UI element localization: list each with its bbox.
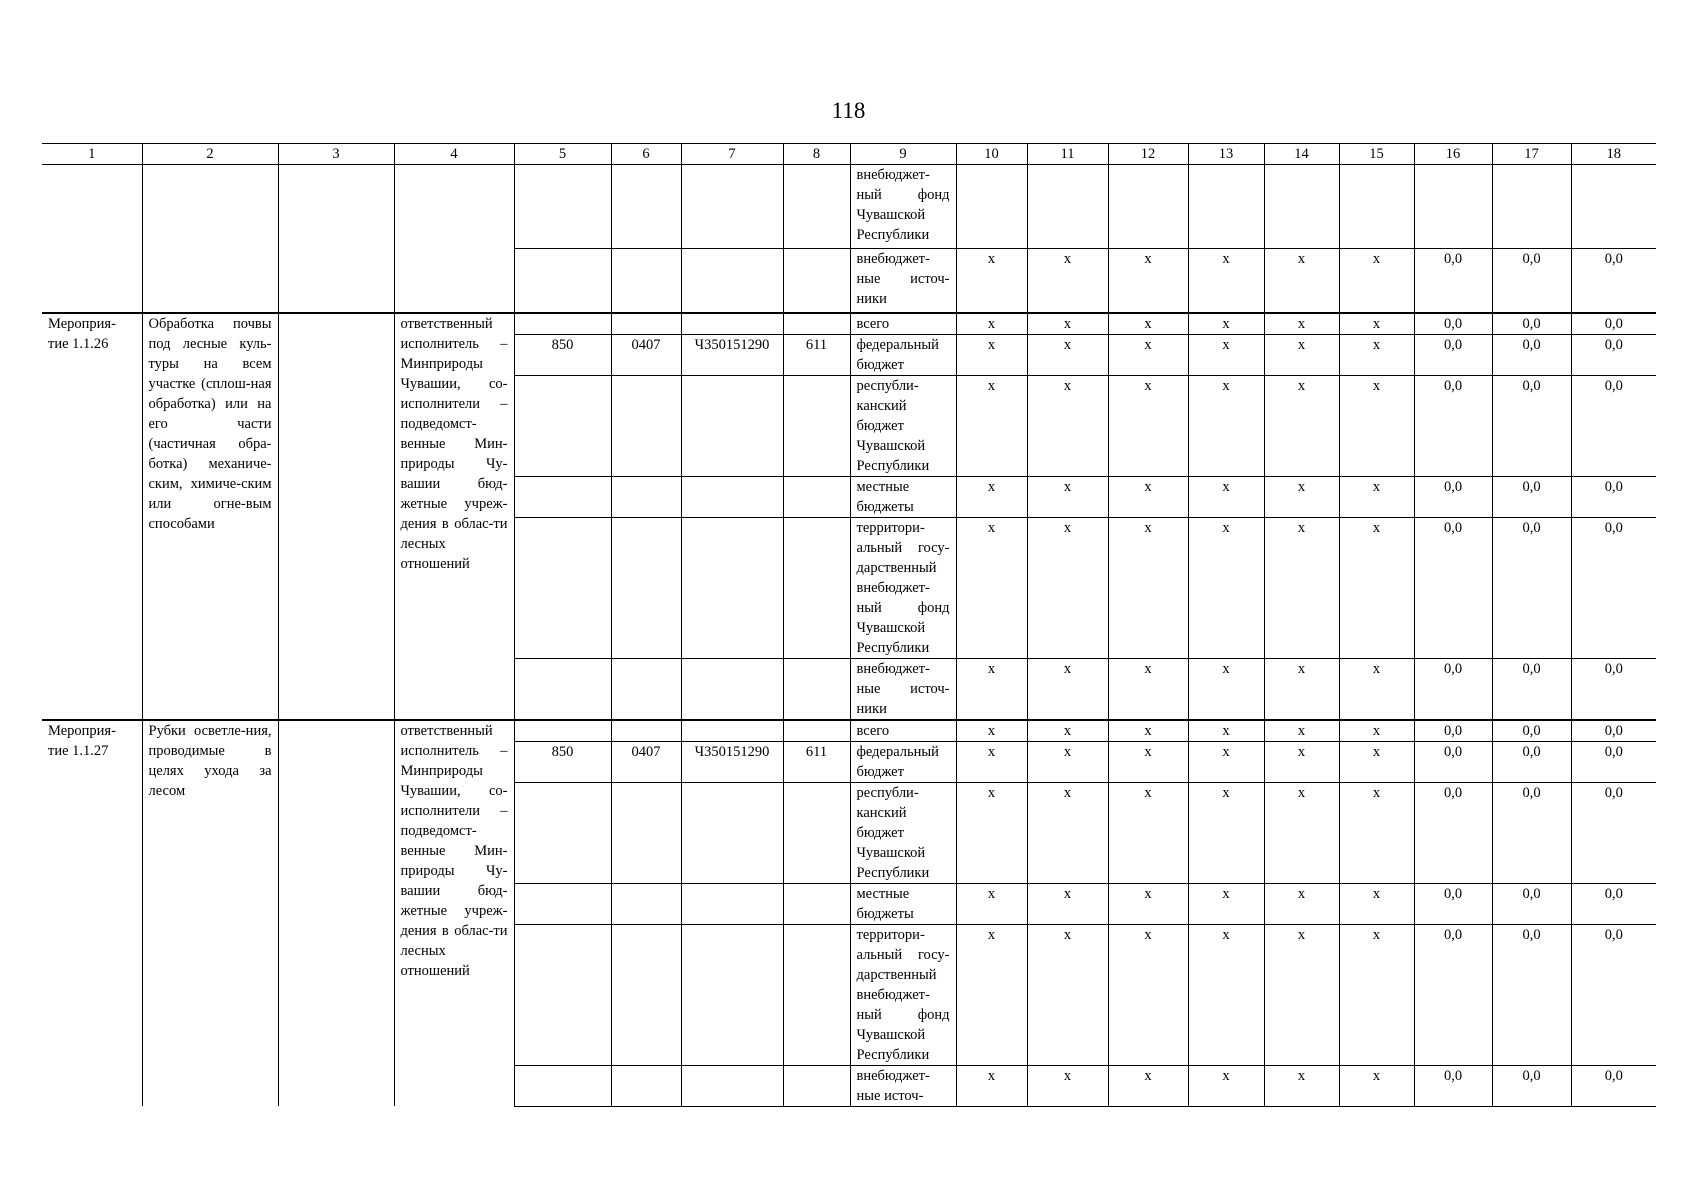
value-cell: x [1188, 720, 1264, 742]
grbs-cell: 850 [514, 741, 611, 782]
funding-source-cell: всего [850, 720, 956, 742]
value-cell: 0,0 [1414, 741, 1492, 782]
vr-cell [783, 658, 850, 720]
funding-source-cell: федеральный бюджет [850, 334, 956, 375]
value-cell: 0,0 [1414, 313, 1492, 335]
measure-id-cell: Мероприя-тие 1.1.27 [42, 720, 142, 1107]
value-cell: x [1188, 782, 1264, 883]
csr-cell: Ч350151290 [681, 334, 783, 375]
value-cell [1414, 165, 1492, 249]
measure-id-cell [42, 165, 142, 313]
grbs-cell [514, 165, 611, 249]
budget-table [42, 143, 1656, 1107]
value-cell: x [1264, 1065, 1339, 1106]
value-cell: x [1188, 658, 1264, 720]
value-cell: x [1339, 334, 1414, 375]
value-cell: 0,0 [1414, 517, 1492, 658]
funding-source-cell: территори-альный госу-дарственный внебюджет-ный фонд Чувашской Республики [850, 924, 956, 1065]
value-cell: x [1264, 476, 1339, 517]
value-cell: 0,0 [1571, 924, 1656, 1065]
value-cell: 0,0 [1492, 720, 1571, 742]
value-cell: x [956, 1065, 1027, 1106]
value-cell: x [1339, 476, 1414, 517]
column-header: 14 [1264, 144, 1339, 165]
value-cell: 0,0 [1492, 1065, 1571, 1106]
vr-cell [783, 249, 850, 313]
grbs-cell [514, 476, 611, 517]
value-cell: x [1108, 658, 1188, 720]
value-cell: 0,0 [1414, 1065, 1492, 1106]
grbs-cell [514, 313, 611, 335]
value-cell: x [1027, 1065, 1108, 1106]
value-cell: x [1264, 782, 1339, 883]
column-header: 16 [1414, 144, 1492, 165]
value-cell: x [956, 883, 1027, 924]
value-cell: x [1339, 313, 1414, 335]
value-cell [956, 165, 1027, 249]
value-cell [1492, 165, 1571, 249]
column-header: 2 [142, 144, 278, 165]
vr-cell: 611 [783, 334, 850, 375]
funding-source-cell: территори-альный госу-дарственный внебюджет-ный фонд Чувашской Республики [850, 517, 956, 658]
csr-cell [681, 313, 783, 335]
column-header: 10 [956, 144, 1027, 165]
value-cell: 0,0 [1571, 375, 1656, 476]
value-cell: x [1027, 782, 1108, 883]
value-cell: x [1339, 517, 1414, 658]
value-cell: 0,0 [1571, 517, 1656, 658]
csr-cell [681, 165, 783, 249]
value-cell: 0,0 [1414, 249, 1492, 313]
value-cell: x [1339, 658, 1414, 720]
value-cell: x [1264, 883, 1339, 924]
column-header: 1 [42, 144, 142, 165]
table-body [42, 165, 1656, 1107]
value-cell: x [1027, 883, 1108, 924]
measure-name-cell: Рубки осветле-ния, проводимые в целях ухода за лесом [142, 720, 278, 1107]
value-cell: x [1027, 476, 1108, 517]
value-cell: x [1264, 658, 1339, 720]
rzpr-cell [611, 476, 681, 517]
rzpr-cell [611, 313, 681, 335]
value-cell: x [1027, 658, 1108, 720]
value-cell: x [1027, 249, 1108, 313]
funding-source-cell: республи-канский бюджет Чувашской Республики [850, 782, 956, 883]
value-cell: 0,0 [1414, 924, 1492, 1065]
value-cell: 0,0 [1414, 883, 1492, 924]
executor-cell [394, 165, 514, 313]
value-cell: x [956, 924, 1027, 1065]
grbs-cell [514, 924, 611, 1065]
value-cell: 0,0 [1571, 720, 1656, 742]
value-cell: x [1188, 375, 1264, 476]
value-cell: x [1264, 741, 1339, 782]
grbs-cell [514, 517, 611, 658]
value-cell: x [1188, 334, 1264, 375]
value-cell: x [1027, 720, 1108, 742]
value-cell: x [1027, 517, 1108, 658]
value-cell: x [956, 375, 1027, 476]
value-cell: x [1264, 249, 1339, 313]
grbs-cell [514, 720, 611, 742]
rzpr-cell [611, 720, 681, 742]
value-cell: 0,0 [1414, 782, 1492, 883]
executor-cell: ответственный исполнитель – Минприроды Чувашии, со-исполнители – подведомст-венные Мин-природы Чу-вашии бюд-жетные учреж-дения в облас-ти лесных отношений [394, 720, 514, 1107]
table-row [42, 165, 1656, 249]
vr-cell [783, 165, 850, 249]
funding-source-cell: внебюджет-ные источ-ники [850, 658, 956, 720]
page-number: 118 [831, 98, 866, 123]
value-cell: x [1339, 720, 1414, 742]
value-cell: x [1108, 334, 1188, 375]
value-cell: x [1108, 517, 1188, 658]
value-cell: x [956, 720, 1027, 742]
value-cell [1264, 165, 1339, 249]
csr-cell [681, 883, 783, 924]
column-header: 7 [681, 144, 783, 165]
value-cell: x [956, 313, 1027, 335]
value-cell: x [956, 334, 1027, 375]
value-cell: x [1188, 741, 1264, 782]
value-cell: 0,0 [1571, 782, 1656, 883]
value-cell: 0,0 [1571, 476, 1656, 517]
value-cell: x [1264, 924, 1339, 1065]
value-cell [1339, 165, 1414, 249]
value-cell: x [1188, 517, 1264, 658]
value-cell: 0,0 [1414, 334, 1492, 375]
measure-name-cell: Обработка почвы под лесные куль-туры на всем участке (сплош-ная обработка) или на его части (частичная обра-ботка) механиче-ским, химиче-ским или огне-вым способами [142, 313, 278, 720]
funding-source-cell: республи-канский бюджет Чувашской Республики [850, 375, 956, 476]
value-cell: x [1108, 924, 1188, 1065]
vr-cell [783, 883, 850, 924]
value-cell: x [1188, 883, 1264, 924]
funding-source-cell: внебюджет-ные источ- [850, 1065, 956, 1106]
value-cell: x [1339, 924, 1414, 1065]
column-header: 4 [394, 144, 514, 165]
vr-cell [783, 720, 850, 742]
value-cell: 0,0 [1492, 249, 1571, 313]
value-cell: 0,0 [1492, 924, 1571, 1065]
vr-cell [783, 375, 850, 476]
value-cell: 0,0 [1414, 720, 1492, 742]
column-header: 17 [1492, 144, 1571, 165]
vr-cell [783, 517, 850, 658]
table-row [42, 720, 1656, 742]
rzpr-cell [611, 517, 681, 658]
vr-cell: 611 [783, 741, 850, 782]
value-cell: x [1264, 720, 1339, 742]
value-cell [1571, 165, 1656, 249]
value-cell [1108, 165, 1188, 249]
value-cell: x [1188, 313, 1264, 335]
grbs-cell: 850 [514, 334, 611, 375]
csr-cell [681, 375, 783, 476]
grbs-cell [514, 883, 611, 924]
funding-source-cell: внебюджет-ный фонд Чувашской Республики [850, 165, 956, 249]
measure-name-cell [142, 165, 278, 313]
rzpr-cell [611, 165, 681, 249]
grbs-cell [514, 375, 611, 476]
vr-cell [783, 1065, 850, 1106]
value-cell: 0,0 [1571, 334, 1656, 375]
vr-cell [783, 924, 850, 1065]
value-cell: 0,0 [1571, 741, 1656, 782]
value-cell: x [1339, 741, 1414, 782]
value-cell: 0,0 [1492, 313, 1571, 335]
value-cell: x [1264, 313, 1339, 335]
csr-cell [681, 924, 783, 1065]
column-header: 9 [850, 144, 956, 165]
column-header: 8 [783, 144, 850, 165]
value-cell: 0,0 [1571, 883, 1656, 924]
value-cell: x [1339, 249, 1414, 313]
value-cell: x [956, 249, 1027, 313]
csr-cell [681, 476, 783, 517]
vr-cell [783, 476, 850, 517]
csr-cell [681, 1065, 783, 1106]
goal-cell [278, 313, 394, 720]
column-header: 12 [1108, 144, 1188, 165]
value-cell: x [1108, 883, 1188, 924]
value-cell: x [956, 658, 1027, 720]
value-cell: x [1108, 375, 1188, 476]
value-cell: x [1027, 924, 1108, 1065]
value-cell: 0,0 [1492, 782, 1571, 883]
table-row [42, 313, 1656, 335]
value-cell: x [1264, 517, 1339, 658]
column-header: 6 [611, 144, 681, 165]
column-header: 13 [1188, 144, 1264, 165]
value-cell: 0,0 [1492, 334, 1571, 375]
vr-cell [783, 782, 850, 883]
rzpr-cell [611, 924, 681, 1065]
funding-source-cell: всего [850, 313, 956, 335]
value-cell: 0,0 [1492, 517, 1571, 658]
value-cell: x [956, 782, 1027, 883]
value-cell [1188, 165, 1264, 249]
value-cell: 0,0 [1571, 249, 1656, 313]
value-cell: x [956, 741, 1027, 782]
value-cell: x [1188, 249, 1264, 313]
value-cell: x [1339, 782, 1414, 883]
value-cell: x [1339, 883, 1414, 924]
column-header: 5 [514, 144, 611, 165]
value-cell: x [1339, 375, 1414, 476]
value-cell: x [1264, 334, 1339, 375]
value-cell: x [1027, 375, 1108, 476]
executor-cell: ответственный исполнитель – Минприроды Чувашии, со-исполнители – подведомст-венные Мин-природы Чу-вашии бюд-жетные учреж-дения в облас-ти лесных отношений [394, 313, 514, 720]
value-cell: 0,0 [1414, 658, 1492, 720]
value-cell: x [956, 517, 1027, 658]
funding-source-cell: местные бюджеты [850, 883, 956, 924]
grbs-cell [514, 782, 611, 883]
value-cell: 0,0 [1492, 741, 1571, 782]
csr-cell [681, 720, 783, 742]
value-cell [1027, 165, 1108, 249]
rzpr-cell [611, 249, 681, 313]
value-cell: 0,0 [1492, 883, 1571, 924]
value-cell: x [1027, 334, 1108, 375]
value-cell: x [1027, 741, 1108, 782]
value-cell: 0,0 [1414, 375, 1492, 476]
csr-cell [681, 782, 783, 883]
rzpr-cell [611, 883, 681, 924]
goal-cell [278, 165, 394, 313]
column-header: 15 [1339, 144, 1414, 165]
value-cell: x [1108, 249, 1188, 313]
rzpr-cell [611, 782, 681, 883]
value-cell: x [1108, 313, 1188, 335]
grbs-cell [514, 658, 611, 720]
csr-cell [681, 517, 783, 658]
rzpr-cell: 0407 [611, 334, 681, 375]
rzpr-cell [611, 1065, 681, 1106]
rzpr-cell: 0407 [611, 741, 681, 782]
value-cell: x [1108, 1065, 1188, 1106]
funding-source-cell: федеральный бюджет [850, 741, 956, 782]
value-cell: 0,0 [1414, 476, 1492, 517]
value-cell: 0,0 [1571, 1065, 1656, 1106]
value-cell: 0,0 [1492, 375, 1571, 476]
value-cell: x [1264, 375, 1339, 476]
column-header: 18 [1571, 144, 1656, 165]
rzpr-cell [611, 375, 681, 476]
csr-cell: Ч350151290 [681, 741, 783, 782]
value-cell: x [1108, 476, 1188, 517]
csr-cell [681, 249, 783, 313]
value-cell: x [1339, 1065, 1414, 1106]
vr-cell [783, 313, 850, 335]
value-cell: x [1188, 476, 1264, 517]
funding-source-cell: местные бюджеты [850, 476, 956, 517]
value-cell: x [1108, 741, 1188, 782]
value-cell: 0,0 [1492, 658, 1571, 720]
measure-id-cell: Мероприя-тие 1.1.26 [42, 313, 142, 720]
value-cell: x [1108, 720, 1188, 742]
value-cell: x [1027, 313, 1108, 335]
value-cell: x [956, 476, 1027, 517]
grbs-cell [514, 249, 611, 313]
rzpr-cell [611, 658, 681, 720]
csr-cell [681, 658, 783, 720]
column-number-row [42, 144, 1656, 165]
value-cell: 0,0 [1571, 313, 1656, 335]
grbs-cell [514, 1065, 611, 1106]
funding-source-cell: внебюджет-ные источ-ники [850, 249, 956, 313]
column-header: 3 [278, 144, 394, 165]
column-header: 11 [1027, 144, 1108, 165]
goal-cell [278, 720, 394, 1107]
value-cell: 0,0 [1571, 658, 1656, 720]
value-cell: x [1108, 782, 1188, 883]
value-cell: x [1188, 1065, 1264, 1106]
value-cell: 0,0 [1492, 476, 1571, 517]
value-cell: x [1188, 924, 1264, 1065]
